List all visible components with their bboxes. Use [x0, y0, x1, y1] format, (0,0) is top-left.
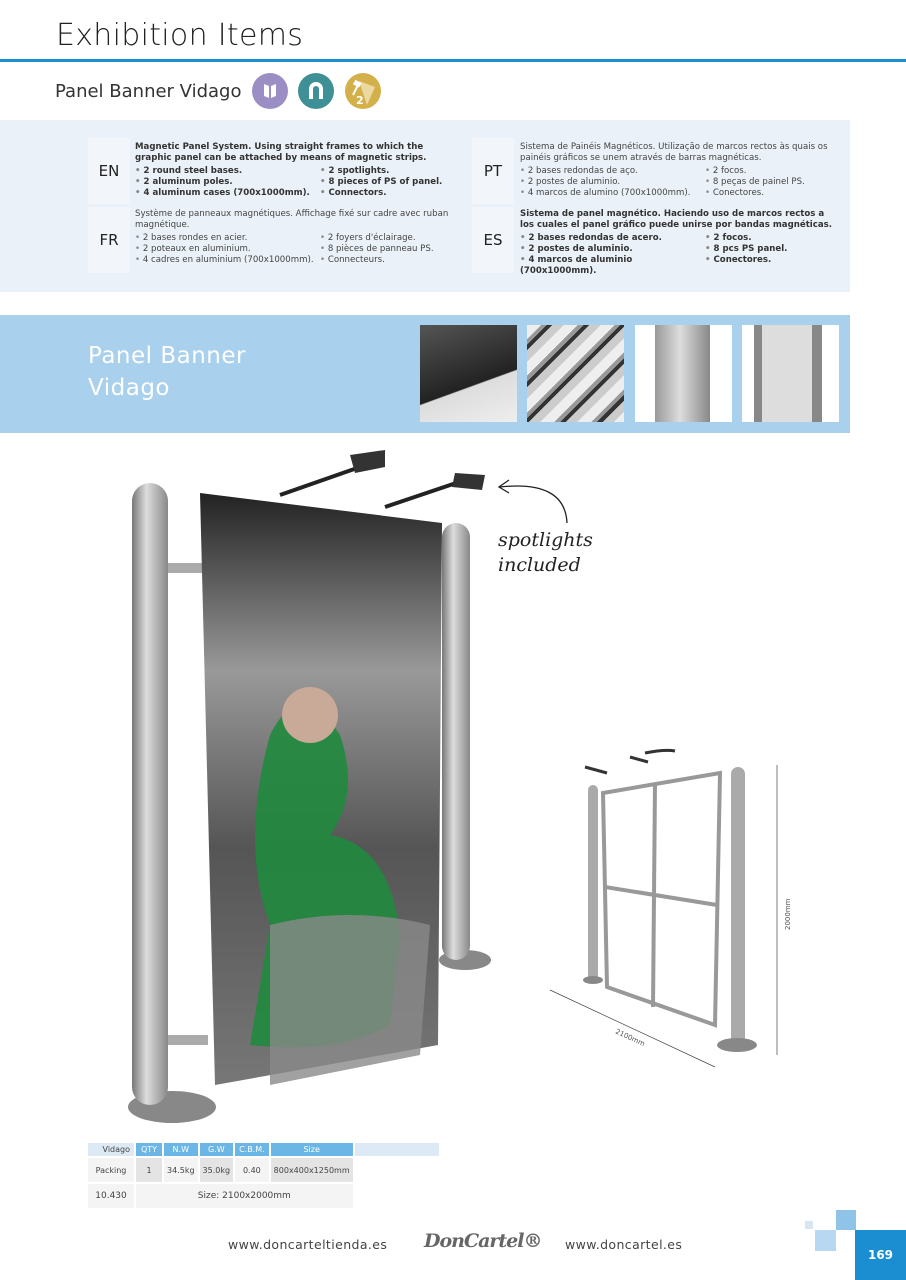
packing-table [86, 1141, 441, 1210]
product-subtitle: Panel Banner Vidago [55, 81, 242, 102]
dimension-diagram [545, 745, 805, 1075]
spec-item: • 2 focos. [705, 166, 835, 177]
table-cell: Vidago [88, 1143, 134, 1156]
description-pt: Sistema de Painéis Magnéticos. Utilização de marcos rectos às quais os painéis gráficos se unem através de barras magnéticas. • 2 bases redondas de aço. • 2 focos. • 2 postes de aluminio. • 8 peças de painel PS. • 4 marcos de alumino (700x1000mm). • Conectores. [520, 142, 840, 199]
svg-text:2: 2 [356, 94, 364, 107]
table-cell [355, 1158, 439, 1182]
table-cell: 35.0kg [200, 1158, 234, 1182]
thumbnail-spotlight-detail [420, 325, 517, 422]
magnetic-panel-icon [252, 73, 288, 109]
spotlights-annotation: spotlights included [498, 529, 593, 576]
title-divider [0, 59, 906, 62]
table-cell: 10.430 [88, 1184, 134, 1208]
spec-item: • 2 bases redondas de acero. [520, 233, 705, 244]
spec-item: • 4 marcos de alumino (700x1000mm). [520, 188, 705, 199]
spec-item: • 2 bases redondas de aço. [520, 166, 705, 177]
spec-item: • 4 marcos de aluminio (700x1000mm). [520, 255, 705, 277]
table-cell: 0.40 [235, 1158, 269, 1182]
table-cell: N.W [164, 1143, 198, 1156]
lang-label-en: EN [88, 138, 130, 204]
page-title: Exhibition Items [56, 18, 304, 53]
description-fr: Système de panneaux magnétiques. Affichage fixé sur cadre avec ruban magnétique. • 2 bases rondes en acier. • 2 foyers d'éclairage. • 2 poteaux en aluminium. • 8 pièces de panneau PS. • 4 cadres en aluminium (700x1000mm). • Connecteurs. [135, 209, 455, 266]
table-cell: 1 [136, 1158, 162, 1182]
spotlight-2-icon [345, 73, 381, 109]
page-number: 169 [855, 1230, 906, 1280]
table-cell: Size [271, 1143, 353, 1156]
decor-square [836, 1210, 856, 1230]
spec-item: • Connecteurs. [320, 255, 450, 266]
footer-link-shop[interactable]: www.doncarteltienda.es [228, 1237, 388, 1252]
spec-item: • 2 foyers d'éclairage. [320, 233, 450, 244]
table-cell [355, 1184, 439, 1208]
spec-item: • 2 poteaux en aluminium. [135, 244, 320, 255]
spec-item: • 8 pcs PS panel. [705, 244, 835, 255]
lang-label-pt: PT [472, 138, 514, 204]
spec-item: • 8 peças de painel PS. [705, 177, 835, 188]
spec-item: • 2 bases rondes en acier. [135, 233, 320, 244]
table-cell: 800x400x1250mm [271, 1158, 353, 1182]
spec-item: • 2 aluminum poles. [135, 177, 320, 188]
spec-item: • 8 pièces de panneau PS. [320, 244, 450, 255]
footer-link-site[interactable]: www.doncartel.es [565, 1237, 683, 1252]
table-cell: C.B.M. [235, 1143, 269, 1156]
table-cell: G.W [200, 1143, 234, 1156]
table-header-row [88, 1143, 439, 1156]
spec-item: • 2 postes de aluminio. [520, 244, 705, 255]
arrow-icon [495, 475, 575, 525]
spec-item: • 2 focos. [705, 233, 835, 244]
thumbnail-pole-detail [635, 325, 732, 422]
thumbnail-frame-detail [527, 325, 624, 422]
table-cell [355, 1143, 439, 1156]
table-cell: 34.5kg [164, 1158, 198, 1182]
lang-label-fr: FR [88, 207, 130, 273]
table-row [88, 1184, 439, 1208]
magnet-icon [298, 73, 334, 109]
table-cell: Packing [88, 1158, 134, 1182]
spec-item: • Conectores. [705, 255, 835, 277]
banner-title: Panel Banner Vidago [88, 343, 246, 401]
width-label: 2100mm [614, 1027, 647, 1049]
decor-square [805, 1221, 813, 1229]
spec-item: • Conectores. [705, 188, 835, 199]
table-row [88, 1158, 439, 1182]
spec-item: • Connectors. [320, 188, 450, 199]
thumbnail-connector-detail [742, 325, 839, 422]
lang-label-es: ES [472, 207, 514, 273]
product-photo [120, 445, 500, 1135]
spec-item: • 4 cadres en aluminium (700x1000mm). [135, 255, 320, 266]
spec-item: • 2 postes de aluminio. [520, 177, 705, 188]
description-en: Magnetic Panel System. Using straight frames to which the graphic panel can be attached by means of magnetic strips. • 2 round steel bases. • 2 spotlights. • 2 aluminum poles. • 8 pieces of PS of panel. • 4 aluminum cases (700x1000mm). • Connectors. [135, 142, 455, 199]
doncartel-logo: DonCartel® [424, 1230, 542, 1252]
decor-square [815, 1230, 836, 1251]
height-label: 2000mm [784, 898, 792, 930]
spec-item: • 2 spotlights. [320, 166, 450, 177]
spec-item: • 8 pieces of PS of panel. [320, 177, 450, 188]
table-cell: Size: 2100x2000mm [136, 1184, 353, 1208]
spec-item: • 4 aluminum cases (700x1000mm). [135, 188, 320, 199]
description-es: Sistema de panel magnético. Haciendo uso de marcos rectos a los cuales el panel gráfico puede unirse por bandas magnéticas. • 2 bases redondas de acero. • 2 focos. • 2 postes de aluminio. • 8 pcs PS panel. • 4 marcos de aluminio (700x1000mm). • Conectores. [520, 209, 840, 277]
table-cell: QTY [136, 1143, 162, 1156]
spec-item: • 2 round steel bases. [135, 166, 320, 177]
